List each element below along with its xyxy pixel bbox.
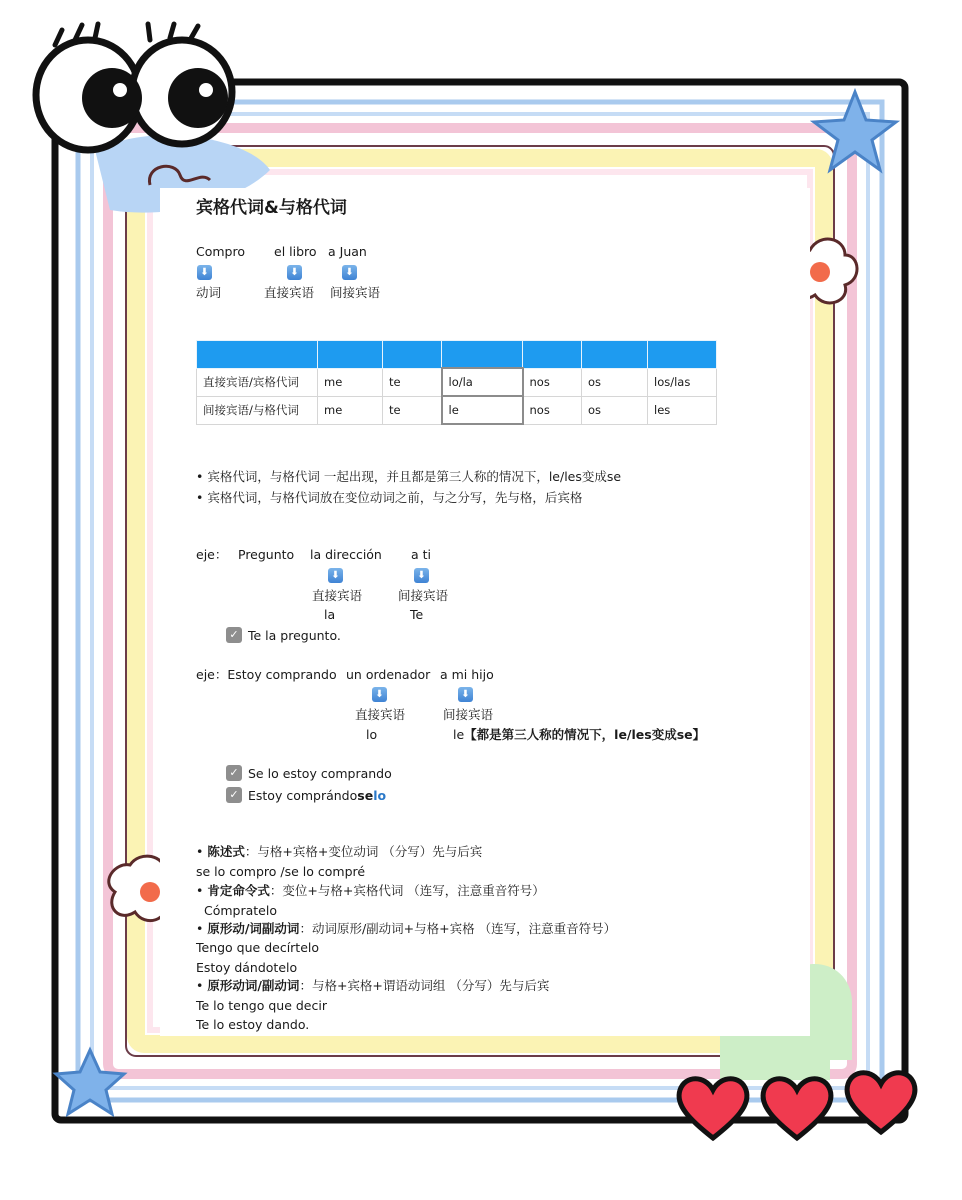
star-icon — [56, 1050, 124, 1114]
down-arrow-icon: ⬇ — [197, 265, 212, 280]
usage-rule: • 原形动/词副动词：动词原形/副动词+与格+宾格 （连写，注意重音符号） — [196, 921, 617, 936]
usage-example: Tengo que decírtelo — [196, 940, 320, 955]
example1-obj2: a ti — [411, 547, 432, 562]
table-cell: os — [582, 368, 648, 396]
example1-obj1: la dirección — [310, 547, 382, 562]
note-card — [160, 188, 810, 1036]
usage-example: se lo compro /se lo compré — [196, 864, 366, 879]
table-cell: lo/la — [442, 368, 523, 396]
rule-item: • 宾格代词，与格代词 一起出现，并且都是第三人称的情况下，le/les变成se — [196, 469, 622, 484]
intro-word-indirect: a Juan — [328, 244, 367, 259]
usage-rule: • 原形动词/副动词：与格+宾格+谓语动词组 （分写）先与后宾 — [196, 978, 550, 993]
table-row — [197, 396, 717, 424]
usage-rule: • 陈述式：与格+宾格+变位动词 （分写）先与后宾 — [196, 844, 483, 859]
example2-answer1: Se lo estoy comprando — [248, 766, 392, 781]
intro-role-verb: 动词 — [196, 285, 222, 300]
checkbox-icon: ✓ — [226, 765, 242, 781]
down-arrow-icon: ⬇ — [328, 568, 343, 583]
down-arrow-icon: ⬇ — [372, 687, 387, 702]
heart-icon — [763, 1079, 831, 1138]
example1-answer: Te la pregunto. — [248, 628, 341, 643]
row-label: 直接宾语/宾格代词 — [197, 368, 318, 396]
pronoun-table — [196, 340, 717, 425]
table-cell: le — [442, 396, 523, 424]
checkbox-icon: ✓ — [226, 787, 242, 803]
example2-pron1: lo — [366, 727, 378, 742]
intro-role-indirect: 间接宾语 — [330, 285, 381, 300]
example1-role2: 间接宾语 — [398, 588, 449, 603]
down-arrow-icon: ⬇ — [342, 265, 357, 280]
heart-icon — [679, 1079, 747, 1138]
table-cell: nos — [523, 368, 582, 396]
example1-prefix: eje： — [196, 547, 228, 562]
table-cell: les — [648, 396, 717, 424]
example2-obj1: un ordenador — [346, 667, 431, 682]
table-cell: te — [383, 396, 442, 424]
table-row — [197, 368, 717, 396]
table-cell: los/las — [648, 368, 717, 396]
intro-role-direct: 直接宾语 — [264, 285, 315, 300]
example2-pron2-note: le【都是第三人称的情况下，le/les变成se】 — [453, 727, 706, 742]
example2-answer2: Estoy comprándoselo — [248, 788, 387, 803]
down-arrow-icon: ⬇ — [414, 568, 429, 583]
table-header-row — [197, 341, 717, 369]
example2-role1: 直接宾语 — [355, 707, 406, 722]
table-cell: os — [582, 396, 648, 424]
intro-word-verb: Compro — [196, 244, 245, 259]
usage-example: Cómpratelo — [204, 903, 277, 918]
down-arrow-icon: ⬇ — [287, 265, 302, 280]
usage-example: Te lo estoy dando. — [196, 1017, 310, 1032]
example1-verb: Pregunto — [238, 547, 295, 562]
table-cell: me — [318, 368, 383, 396]
example1-pron1: la — [324, 607, 336, 622]
example2-obj2: a mi hijo — [440, 667, 494, 682]
example1-pron2: Te — [410, 607, 424, 622]
table-cell: nos — [523, 396, 582, 424]
example2-prefix: eje：Estoy comprando — [196, 667, 337, 682]
example1-role1: 直接宾语 — [312, 588, 363, 603]
table-cell: me — [318, 396, 383, 424]
usage-rule: • 肯定命令式：变位+与格+宾格代词 （连写，注意重音符号） — [196, 883, 545, 898]
checkbox-icon: ✓ — [226, 627, 242, 643]
usage-example: Estoy dándotelo — [196, 960, 298, 975]
intro-word-direct: el libro — [274, 244, 317, 259]
rule-item: • 宾格代词，与格代词放在变位动词之前，与之分写，先与格，后宾格 — [196, 490, 583, 505]
usage-example: Te lo tengo que decir — [196, 998, 327, 1013]
row-label: 间接宾语/与格代词 — [197, 396, 318, 424]
page-title: 宾格代词&与格代词 — [196, 198, 347, 218]
down-arrow-icon: ⬇ — [458, 687, 473, 702]
table-cell: te — [383, 368, 442, 396]
example2-role2: 间接宾语 — [443, 707, 494, 722]
